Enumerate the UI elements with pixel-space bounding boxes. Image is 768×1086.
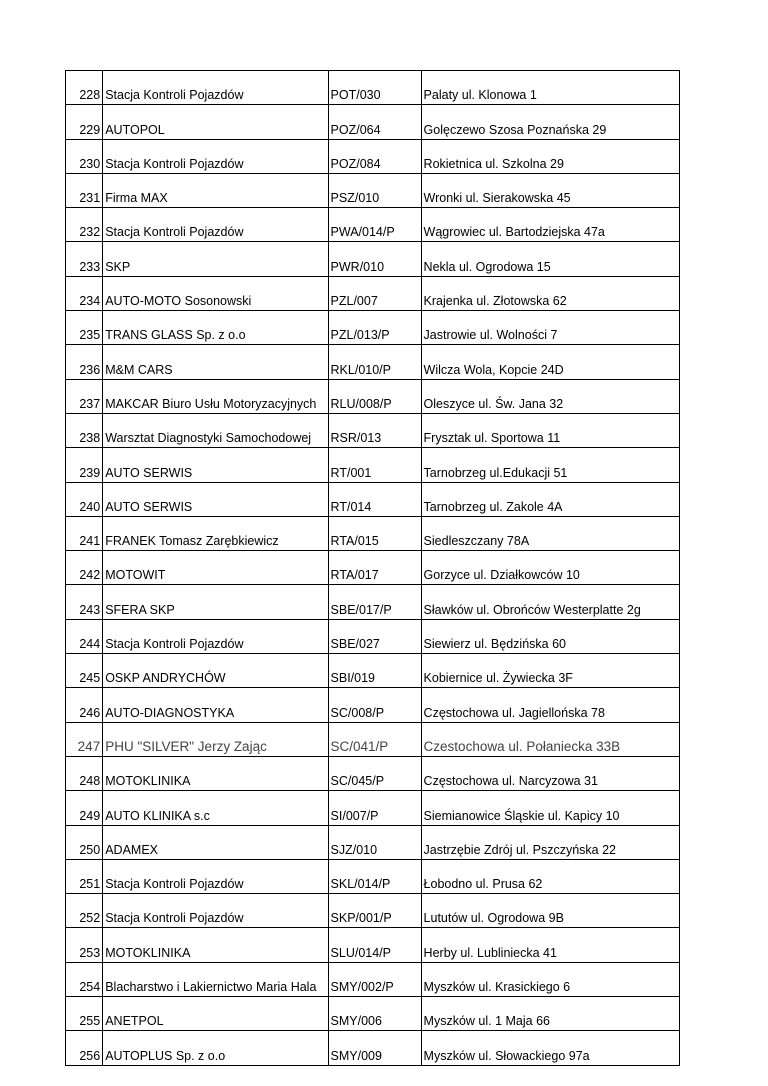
- station-code: SKP/001/P: [328, 894, 421, 928]
- station-code: SMY/002/P: [328, 962, 421, 996]
- row-number: 231: [66, 173, 103, 207]
- station-address: Wilcza Wola, Kopcie 24D: [421, 345, 679, 379]
- table-row: [66, 276, 680, 310]
- station-name: Firma MAX: [103, 173, 328, 207]
- row-number: 239: [66, 448, 103, 482]
- row-number: 229: [66, 105, 103, 139]
- row-number: 234: [66, 276, 103, 310]
- table-row: [66, 379, 680, 413]
- station-code: PWR/010: [328, 242, 421, 276]
- station-name: AUTO-MOTO Sosonowski: [103, 276, 328, 310]
- station-address: Myszków ul. Słowackiego 97a: [421, 1031, 679, 1065]
- table-row: [66, 825, 680, 859]
- station-name: M&M CARS: [103, 345, 328, 379]
- table-row: [66, 859, 680, 893]
- station-code: SLU/014/P: [328, 928, 421, 962]
- stations-table: [65, 70, 680, 1066]
- station-address: Frysztak ul. Sportowa 11: [421, 413, 679, 447]
- station-address: Jastrzębie Zdrój ul. Pszczyńska 22: [421, 825, 679, 859]
- row-number: 248: [66, 756, 103, 790]
- station-name: MOTOKLINIKA: [103, 928, 328, 962]
- station-code: POZ/084: [328, 139, 421, 173]
- station-code: SBE/027: [328, 619, 421, 653]
- table-row: [66, 516, 680, 550]
- table-row: [66, 688, 680, 722]
- station-address: Krajenka ul. Złotowska 62: [421, 276, 679, 310]
- station-name: AUTO-DIAGNOSTYKA: [103, 688, 328, 722]
- station-address: Myszków ul. Krasickiego 6: [421, 962, 679, 996]
- station-name: AUTO KLINIKA s.c: [103, 791, 328, 825]
- station-code: POZ/064: [328, 105, 421, 139]
- row-number: 240: [66, 482, 103, 516]
- station-name: Stacja Kontroli Pojazdów: [103, 71, 328, 105]
- station-name: FRANEK Tomasz Zarębkiewicz: [103, 516, 328, 550]
- table-row: [66, 413, 680, 447]
- station-address: Wronki ul. Sierakowska 45: [421, 173, 679, 207]
- station-address: Lututów ul. Ogrodowa 9B: [421, 894, 679, 928]
- station-code: SBE/017/P: [328, 585, 421, 619]
- station-name: AUTO SERWIS: [103, 482, 328, 516]
- station-name: MOTOKLINIKA: [103, 756, 328, 790]
- station-address: Herby ul. Lubliniecka 41: [421, 928, 679, 962]
- station-code: PZL/007: [328, 276, 421, 310]
- row-number: 230: [66, 139, 103, 173]
- station-name: OSKP ANDRYCHÓW: [103, 654, 328, 688]
- row-number: 255: [66, 997, 103, 1031]
- row-number: 243: [66, 585, 103, 619]
- table-row: [66, 105, 680, 139]
- station-name: Stacja Kontroli Pojazdów: [103, 894, 328, 928]
- station-code: POT/030: [328, 71, 421, 105]
- row-number: 245: [66, 654, 103, 688]
- station-address: Gorzyce ul. Działkowców 10: [421, 551, 679, 585]
- station-name: MAKCAR Biuro Usłu Motoryzacyjnych: [103, 379, 328, 413]
- station-code: RSR/013: [328, 413, 421, 447]
- station-code: RLU/008/P: [328, 379, 421, 413]
- table-row: [66, 208, 680, 242]
- station-code: PWA/014/P: [328, 208, 421, 242]
- table-row: [66, 654, 680, 688]
- row-number: 256: [66, 1031, 103, 1065]
- station-code: SI/007/P: [328, 791, 421, 825]
- station-address: Sławków ul. Obrońców Westerplatte 2g: [421, 585, 679, 619]
- station-name: Blacharstwo i Lakiernictwo Maria Hala: [103, 962, 328, 996]
- row-number: 238: [66, 413, 103, 447]
- table-row: [66, 173, 680, 207]
- station-address: Częstochowa ul. Jagiellońska 78: [421, 688, 679, 722]
- table-row: [66, 311, 680, 345]
- station-code: SMY/006: [328, 997, 421, 1031]
- table-row: [66, 894, 680, 928]
- station-name: AUTO SERWIS: [103, 448, 328, 482]
- station-code: RT/014: [328, 482, 421, 516]
- station-code: RTA/017: [328, 551, 421, 585]
- station-address: Siedleszczany 78A: [421, 516, 679, 550]
- station-address: Palaty ul. Klonowa 1: [421, 71, 679, 105]
- station-code: RTA/015: [328, 516, 421, 550]
- station-address: Nekla ul. Ogrodowa 15: [421, 242, 679, 276]
- station-address: Golęczewo Szosa Poznańska 29: [421, 105, 679, 139]
- row-number: 236: [66, 345, 103, 379]
- table-row: [66, 791, 680, 825]
- station-address: Myszków ul. 1 Maja 66: [421, 997, 679, 1031]
- table-body: [66, 71, 680, 1066]
- row-number: 242: [66, 551, 103, 585]
- row-number: 237: [66, 379, 103, 413]
- row-number: 249: [66, 791, 103, 825]
- station-name: SFERA SKP: [103, 585, 328, 619]
- table-row: [66, 962, 680, 996]
- station-name: AUTOPLUS Sp. z o.o: [103, 1031, 328, 1065]
- table-row: [66, 722, 680, 756]
- table-row: [66, 71, 680, 105]
- row-number: 251: [66, 859, 103, 893]
- station-name: MOTOWIT: [103, 551, 328, 585]
- table-row: [66, 242, 680, 276]
- station-name: Stacja Kontroli Pojazdów: [103, 139, 328, 173]
- table-row: [66, 585, 680, 619]
- table-row: [66, 928, 680, 962]
- station-address: Tarnobrzeg ul. Zakole 4A: [421, 482, 679, 516]
- station-code: SKL/014/P: [328, 859, 421, 893]
- station-name: PHU "SILVER" Jerzy Zając: [103, 722, 328, 756]
- station-address: Kobiernice ul. Żywiecka 3F: [421, 654, 679, 688]
- station-name: Stacja Kontroli Pojazdów: [103, 208, 328, 242]
- station-address: Jastrowie ul. Wolności 7: [421, 311, 679, 345]
- station-address: Wągrowiec ul. Bartodziejska 47a: [421, 208, 679, 242]
- station-address: Rokietnica ul. Szkolna 29: [421, 139, 679, 173]
- row-number: 247: [66, 722, 103, 756]
- row-number: 233: [66, 242, 103, 276]
- row-number: 244: [66, 619, 103, 653]
- station-code: SBI/019: [328, 654, 421, 688]
- station-code: PSZ/010: [328, 173, 421, 207]
- row-number: 228: [66, 71, 103, 105]
- row-number: 232: [66, 208, 103, 242]
- table-row: [66, 756, 680, 790]
- station-address: Siemianowice Śląskie ul. Kapicy 10: [421, 791, 679, 825]
- station-code: PZL/013/P: [328, 311, 421, 345]
- station-address: Czestochowa ul. Połaniecka 33B: [421, 722, 679, 756]
- table-row: [66, 448, 680, 482]
- station-name: Stacja Kontroli Pojazdów: [103, 859, 328, 893]
- station-address: Siewierz ul. Będzińska 60: [421, 619, 679, 653]
- station-code: SMY/009: [328, 1031, 421, 1065]
- table-row: [66, 551, 680, 585]
- row-number: 235: [66, 311, 103, 345]
- table-row: [66, 1031, 680, 1065]
- station-code: RKL/010/P: [328, 345, 421, 379]
- station-name: TRANS GLASS Sp. z o.o: [103, 311, 328, 345]
- row-number: 241: [66, 516, 103, 550]
- station-name: ANETPOL: [103, 997, 328, 1031]
- station-name: ADAMEX: [103, 825, 328, 859]
- station-name: Stacja Kontroli Pojazdów: [103, 619, 328, 653]
- table-row: [66, 139, 680, 173]
- table-row: [66, 482, 680, 516]
- station-name: AUTOPOL: [103, 105, 328, 139]
- station-code: SC/041/P: [328, 722, 421, 756]
- station-code: RT/001: [328, 448, 421, 482]
- station-name: SKP: [103, 242, 328, 276]
- table-row: [66, 345, 680, 379]
- station-code: SJZ/010: [328, 825, 421, 859]
- row-number: 250: [66, 825, 103, 859]
- station-address: Łobodno ul. Prusa 62: [421, 859, 679, 893]
- station-address: Częstochowa ul. Narcyzowa 31: [421, 756, 679, 790]
- station-address: Tarnobrzeg ul.Edukacji 51: [421, 448, 679, 482]
- station-code: SC/045/P: [328, 756, 421, 790]
- row-number: 253: [66, 928, 103, 962]
- table-row: [66, 619, 680, 653]
- row-number: 246: [66, 688, 103, 722]
- station-address: Oleszyce ul. Św. Jana 32: [421, 379, 679, 413]
- row-number: 252: [66, 894, 103, 928]
- station-code: SC/008/P: [328, 688, 421, 722]
- row-number: 254: [66, 962, 103, 996]
- station-name: Warsztat Diagnostyki Samochodowej: [103, 413, 328, 447]
- table-row: [66, 997, 680, 1031]
